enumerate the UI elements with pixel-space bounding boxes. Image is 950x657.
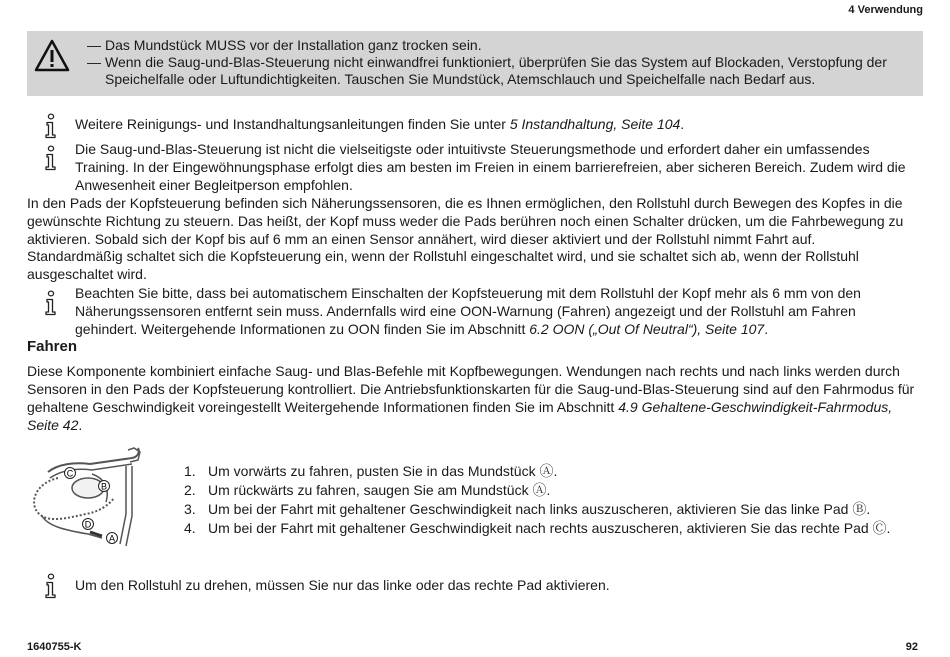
label-b: B (100, 481, 108, 492)
cross-reference-link[interactable]: 4.9 Gehaltene-Geschwindigkeit-Fahrmodus, Seite 42 (27, 399, 893, 433)
info-icon (42, 290, 58, 316)
body-paragraph: In den Pads der Kopfsteuerung befinden sich Näherungssensoren, die es Ihnen ermöglichen, den Rollstuhl durch Bewegen des Kopfes in die gewünschte Richtung zu steuern. Das heißt, der Kopf muss weder die Pads berühren noch einen Schalter drücken, um die Fahrbewegung zu aktivieren. Sobald sich der Kopf bis auf 6 mm an einen Sensor annähert, wird dieser aktiviert und der Rollstuhl nimmt Fahrt auf. (27, 195, 904, 247)
cross-reference-link[interactable]: 5 Instandhaltung, Seite 104 (509, 116, 681, 132)
info-icon (42, 113, 58, 139)
body-paragraph: Standardmäßig schaltet sich die Kopfsteuerung ein, wenn der Rollstuhl eingeschaltet wird, und sie schaltet sich ab, wenn der Rollstuhl ausgeschaltet wird. (27, 248, 859, 282)
label-c: C (66, 468, 74, 479)
label-a: A (108, 533, 116, 544)
info-note: Um den Rollstuhl zu drehen, müssen Sie nur das linke oder das rechte Pad aktivieren. (75, 577, 610, 593)
info-note: Die Saug-und-Blas-Steuerung ist nicht die vielseitigste oder intuitivste Steuerungsmethode und erfordert daher ein umfassendes Training. In der Eingewöhnungsphase erfolgt dies am besten im Freien in einem barrierefreien, aber sicheren Bereich. Zudem wird die Anwesenheit einer Begleitperson empfohlen. (75, 141, 906, 193)
info-icon (42, 573, 58, 599)
warning-triangle-icon (34, 39, 70, 73)
page-number: 92 (905, 641, 918, 653)
sip-and-puff-illustration (28, 444, 160, 548)
chapter-header: 4 Verwendung (848, 4, 923, 16)
info-icon (42, 145, 58, 171)
body-paragraph: Diese Komponente kombiniert einfache Saug- und Blas-Befehle mit Kopfbewegungen. Wendungen nach rechts und nach links werden durch Sensoren in den Pads der Kopfsteuerung kontrolliert. Die Antriebsfunktionskarten für die Saug-und-Blas-Steuerung sind auf den Fahrmodus für gehaltene Geschwindigkeit voreingestellt Weitergehende Informationen finden Sie im Abschnitt 4.9 Gehaltene-Geschwindigkeit-Fahrmodus, Seite 42. (27, 363, 915, 433)
info-note: Beachten Sie bitte, dass bei automatischem Einschalten der Kopfsteuerung mit dem Rollstuhl der Kopf mehr als 6 mm von den Näherungssensoren entfernt sein muss. Andernfalls wird eine OON-Warnung (Fahren) angezeigt und der Rollstuhl am Fahren gehindert. Weitergehende Informationen zu OON finden Sie im Abschnitt 6.2 OON („Out Of Neutral“), Seite 107. (75, 285, 861, 337)
info-note: Weitere Reinigungs- und Instandhaltungsanleitungen finden Sie unter 5 Instandhaltung, Seite 104. (75, 116, 685, 132)
label-d: D (84, 519, 92, 530)
section-heading: Fahren (27, 338, 78, 355)
cross-reference-link[interactable]: 6.2 OON („Out Of Neutral“), Seite 107 (529, 321, 765, 337)
warning-box: — Das Mundstück MUSS vor der Installation ganz trocken sein. — Wenn die Saug-und-Blas-Steuerung nicht einwandfrei funktioniert, überprüfen Sie das System auf Blockaden, Verstopfung der Speichelfalle oder Luftundichtigkeiten. Tauschen Sie Mundstück, Atemschlauch und Speichelfalle nach Bedarf aus. (27, 31, 923, 96)
document-id: 1640755-K (27, 641, 82, 653)
